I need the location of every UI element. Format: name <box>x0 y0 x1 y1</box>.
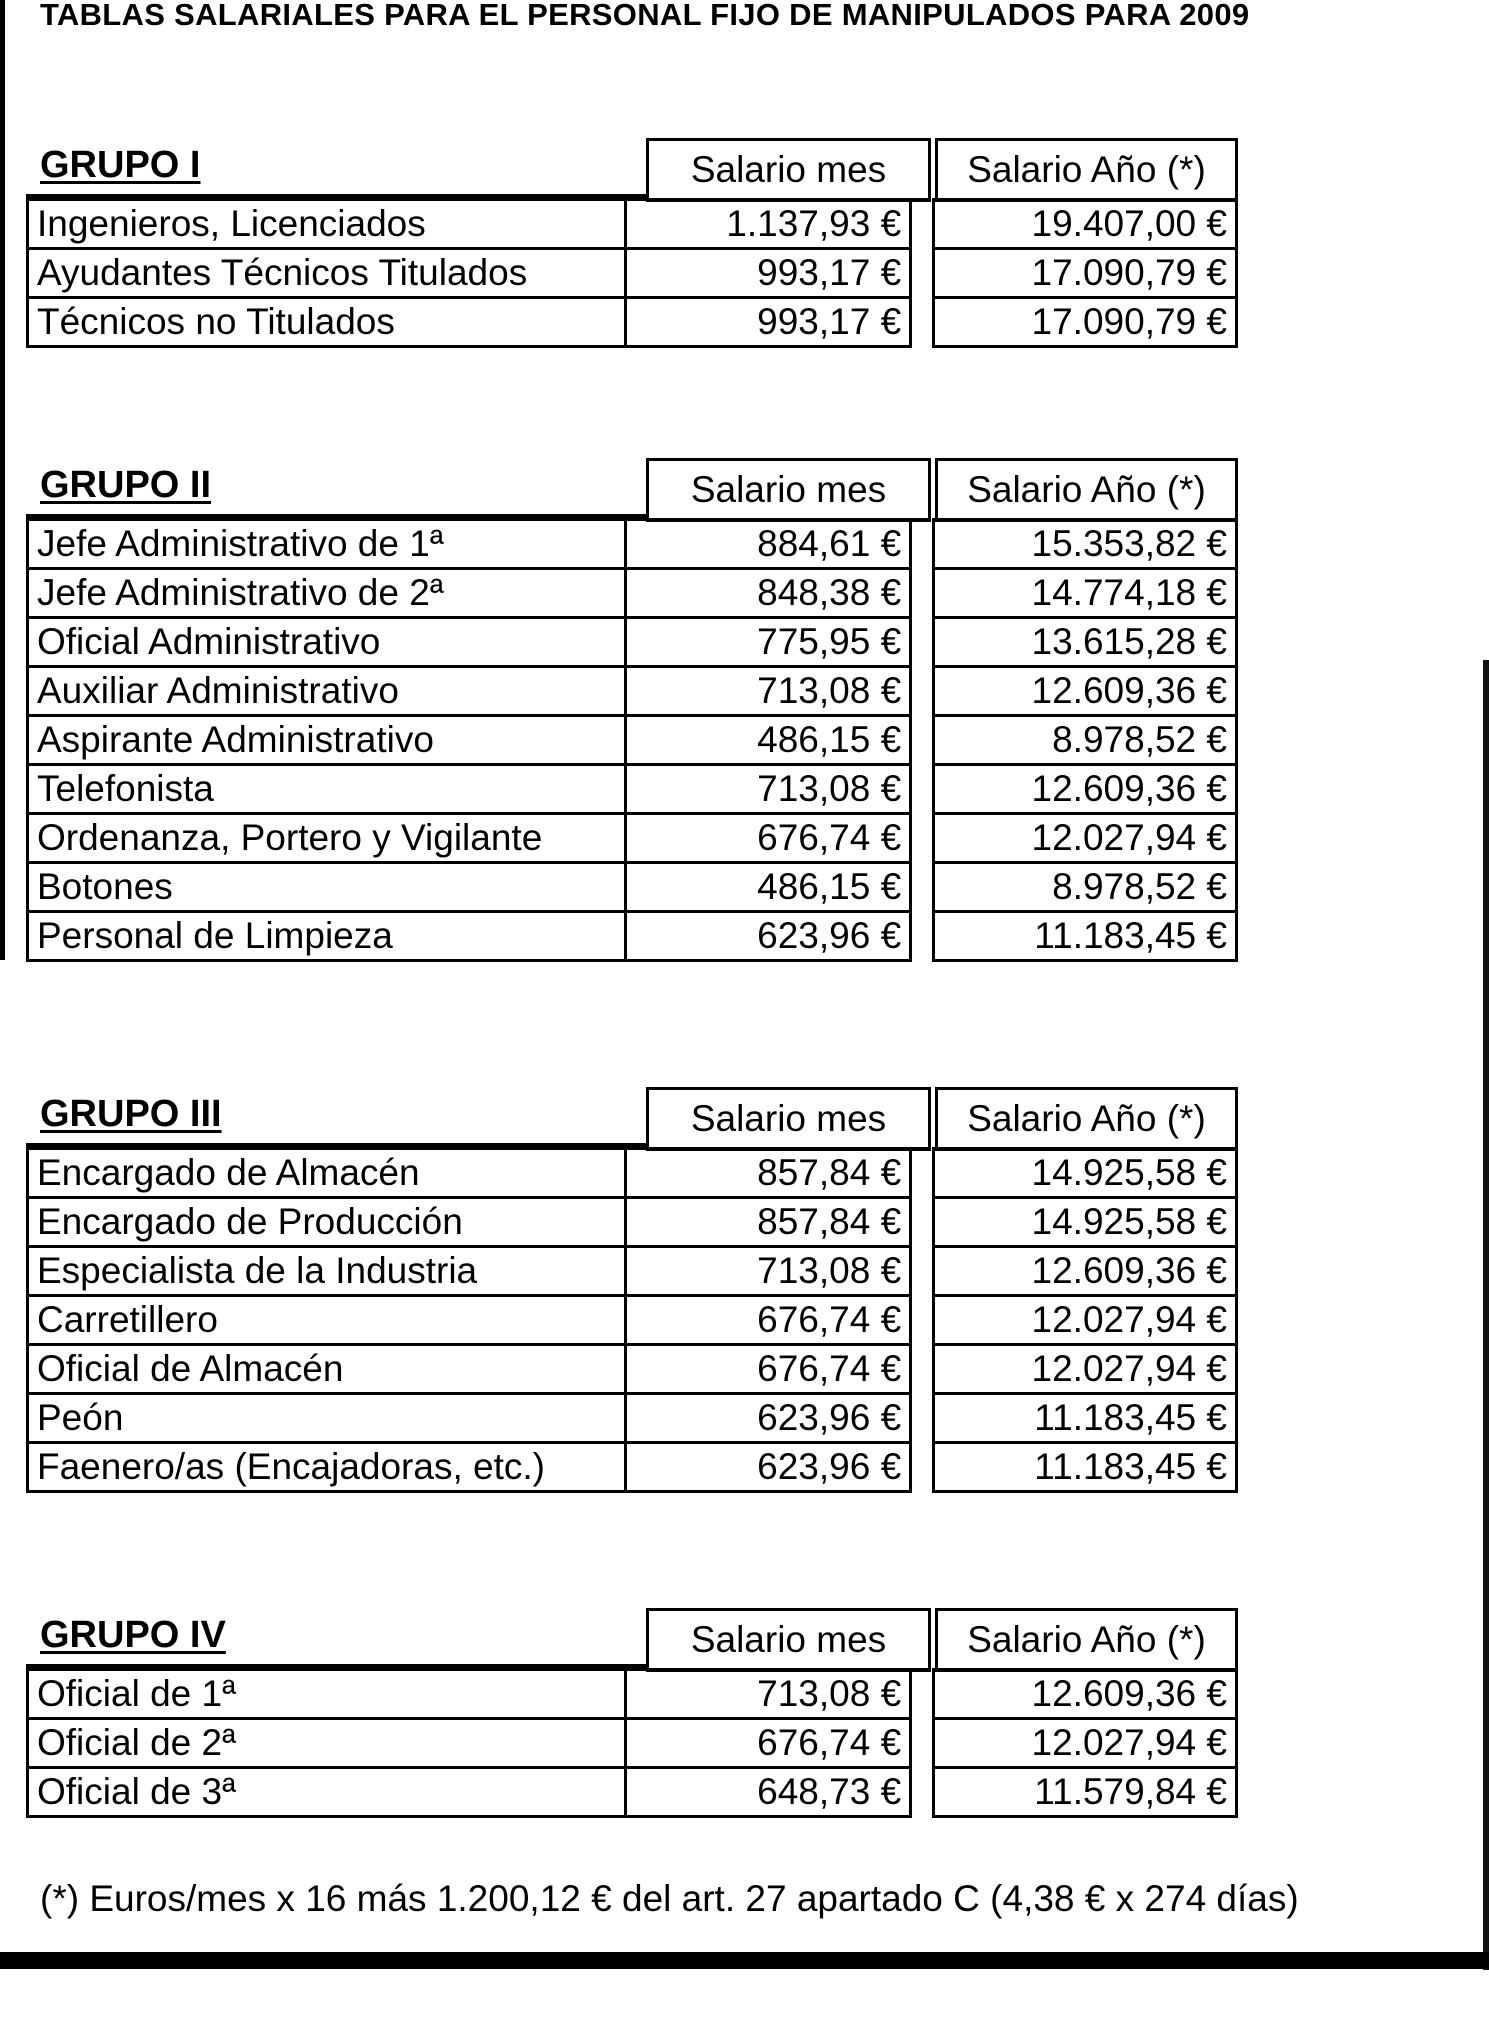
category-cell: Técnicos no Titulados <box>28 298 626 347</box>
monthly-salary-cell: 713,08 € <box>626 765 911 814</box>
annual-salary-cell: 8.978,52 € <box>934 863 1237 912</box>
monthly-salary-cell: 857,84 € <box>626 1149 911 1198</box>
column-gap <box>911 1670 934 1719</box>
column-gap <box>911 298 934 347</box>
table-row <box>28 814 1237 863</box>
monthly-salary-cell: 648,73 € <box>626 1768 911 1817</box>
column-gap <box>911 1296 934 1345</box>
monthly-salary-cell: 623,96 € <box>626 1394 911 1443</box>
annual-salary-cell: 17.090,79 € <box>934 249 1237 298</box>
category-cell: Ingenieros, Licenciados <box>28 200 626 249</box>
column-gap <box>911 1345 934 1394</box>
monthly-salary-cell: 713,08 € <box>626 667 911 716</box>
annual-salary-cell: 19.407,00 € <box>934 200 1237 249</box>
column-gap <box>911 1768 934 1817</box>
table-row <box>28 520 1237 569</box>
table-row <box>28 1149 1237 1198</box>
monthly-salary-cell: 1.137,93 € <box>626 200 911 249</box>
column-gap <box>911 1394 934 1443</box>
column-gap <box>911 200 934 249</box>
column-header-salario-ano: Salario Año (*) <box>935 1087 1238 1147</box>
group-title: GRUPO II <box>40 464 212 506</box>
table-row <box>28 716 1237 765</box>
monthly-salary-cell: 857,84 € <box>626 1198 911 1247</box>
column-gap <box>911 520 934 569</box>
salary-group <box>26 1087 1238 1493</box>
category-cell: Oficial Administrativo <box>28 618 626 667</box>
column-header-salario-ano: Salario Año (*) <box>935 138 1238 198</box>
monthly-salary-cell: 884,61 € <box>626 520 911 569</box>
salary-table <box>26 198 1238 348</box>
monthly-salary-cell: 623,96 € <box>626 1443 911 1492</box>
category-cell: Ordenanza, Portero y Vigilante <box>28 814 626 863</box>
salary-group <box>26 458 1238 962</box>
category-cell: Oficial de 2ª <box>28 1719 626 1768</box>
column-gap <box>911 249 934 298</box>
annual-salary-cell: 12.609,36 € <box>934 1247 1237 1296</box>
category-cell: Jefe Administrativo de 2ª <box>28 569 626 618</box>
category-cell: Ayudantes Técnicos Titulados <box>28 249 626 298</box>
footnote: (*) Euros/mes x 16 más 1.200,12 € del art. 27 apartado C (4,38 € x 274 días) <box>40 1878 1299 1919</box>
header-rule <box>26 1664 646 1668</box>
category-cell: Faenero/as (Encajadoras, etc.) <box>28 1443 626 1492</box>
table-row <box>28 298 1237 347</box>
document-title: TABLAS SALARIALES PARA EL PERSONAL FIJO DE MANIPULADOS PARA 2009 <box>40 0 1250 32</box>
column-gap <box>911 814 934 863</box>
annual-salary-cell: 14.925,58 € <box>934 1149 1237 1198</box>
column-header-salario-ano: Salario Año (*) <box>935 1608 1238 1668</box>
scan-edge-bottom <box>0 1952 1489 1969</box>
monthly-salary-cell: 676,74 € <box>626 1719 911 1768</box>
salary-group <box>26 1608 1238 1818</box>
table-row <box>28 1719 1237 1768</box>
table-row <box>28 1394 1237 1443</box>
group-header <box>26 1608 1238 1668</box>
annual-salary-cell: 12.027,94 € <box>934 1345 1237 1394</box>
salary-table <box>26 518 1238 962</box>
column-gap <box>911 765 934 814</box>
header-rule <box>26 194 646 198</box>
table-row <box>28 912 1237 961</box>
column-gap <box>911 716 934 765</box>
salary-table <box>26 1147 1238 1493</box>
category-cell: Oficial de 1ª <box>28 1670 626 1719</box>
column-gap <box>911 618 934 667</box>
annual-salary-cell: 11.183,45 € <box>934 912 1237 961</box>
annual-salary-cell: 14.925,58 € <box>934 1198 1237 1247</box>
annual-salary-cell: 12.027,94 € <box>934 1719 1237 1768</box>
category-cell: Carretillero <box>28 1296 626 1345</box>
column-gap <box>911 1247 934 1296</box>
monthly-salary-cell: 676,74 € <box>626 1345 911 1394</box>
table-row <box>28 1670 1237 1719</box>
column-gap <box>911 569 934 618</box>
column-gap <box>911 863 934 912</box>
column-header-salario-mes: Salario mes <box>646 1087 931 1147</box>
category-cell: Encargado de Almacén <box>28 1149 626 1198</box>
salary-group <box>26 138 1238 348</box>
table-row <box>28 1296 1237 1345</box>
annual-salary-cell: 13.615,28 € <box>934 618 1237 667</box>
table-row <box>28 1443 1237 1492</box>
category-cell: Oficial de 3ª <box>28 1768 626 1817</box>
table-row <box>28 249 1237 298</box>
category-cell: Aspirante Administrativo <box>28 716 626 765</box>
category-cell: Botones <box>28 863 626 912</box>
group-header <box>26 138 1238 198</box>
group-header <box>26 458 1238 518</box>
column-header-salario-mes: Salario mes <box>646 1608 931 1668</box>
annual-salary-cell: 17.090,79 € <box>934 298 1237 347</box>
annual-salary-cell: 12.609,36 € <box>934 1670 1237 1719</box>
category-cell: Personal de Limpieza <box>28 912 626 961</box>
table-row <box>28 863 1237 912</box>
column-gap <box>911 1443 934 1492</box>
column-gap <box>911 1149 934 1198</box>
monthly-salary-cell: 848,38 € <box>626 569 911 618</box>
monthly-salary-cell: 993,17 € <box>626 298 911 347</box>
monthly-salary-cell: 623,96 € <box>626 912 911 961</box>
category-cell: Peón <box>28 1394 626 1443</box>
group-title: GRUPO IV <box>40 1614 226 1656</box>
table-row <box>28 765 1237 814</box>
annual-salary-cell: 12.609,36 € <box>934 667 1237 716</box>
column-gap <box>911 912 934 961</box>
monthly-salary-cell: 775,95 € <box>626 618 911 667</box>
annual-salary-cell: 12.027,94 € <box>934 814 1237 863</box>
table-row <box>28 569 1237 618</box>
salary-table <box>26 1668 1238 1818</box>
category-cell: Jefe Administrativo de 1ª <box>28 520 626 569</box>
monthly-salary-cell: 993,17 € <box>626 249 911 298</box>
column-gap <box>911 1198 934 1247</box>
header-rule <box>26 1143 646 1147</box>
table-row <box>28 667 1237 716</box>
monthly-salary-cell: 713,08 € <box>626 1247 911 1296</box>
monthly-salary-cell: 676,74 € <box>626 814 911 863</box>
column-header-salario-mes: Salario mes <box>646 138 931 198</box>
column-header-salario-ano: Salario Año (*) <box>935 458 1238 518</box>
column-gap <box>911 667 934 716</box>
annual-salary-cell: 11.579,84 € <box>934 1768 1237 1817</box>
annual-salary-cell: 11.183,45 € <box>934 1443 1237 1492</box>
annual-salary-cell: 8.978,52 € <box>934 716 1237 765</box>
annual-salary-cell: 15.353,82 € <box>934 520 1237 569</box>
category-cell: Auxiliar Administrativo <box>28 667 626 716</box>
annual-salary-cell: 12.027,94 € <box>934 1296 1237 1345</box>
column-header-salario-mes: Salario mes <box>646 458 931 518</box>
category-cell: Especialista de la Industria <box>28 1247 626 1296</box>
annual-salary-cell: 14.774,18 € <box>934 569 1237 618</box>
annual-salary-cell: 11.183,45 € <box>934 1394 1237 1443</box>
scan-edge-right <box>1483 660 1489 1970</box>
category-cell: Telefonista <box>28 765 626 814</box>
monthly-salary-cell: 486,15 € <box>626 716 911 765</box>
table-row <box>28 200 1237 249</box>
table-row <box>28 1247 1237 1296</box>
category-cell: Oficial de Almacén <box>28 1345 626 1394</box>
group-title: GRUPO III <box>40 1093 222 1135</box>
group-title: GRUPO I <box>40 144 201 186</box>
annual-salary-cell: 12.609,36 € <box>934 765 1237 814</box>
group-header <box>26 1087 1238 1147</box>
scan-edge-left <box>0 0 5 960</box>
monthly-salary-cell: 676,74 € <box>626 1296 911 1345</box>
monthly-salary-cell: 486,15 € <box>626 863 911 912</box>
header-rule <box>26 514 646 518</box>
monthly-salary-cell: 713,08 € <box>626 1670 911 1719</box>
column-gap <box>911 1719 934 1768</box>
category-cell: Encargado de Producción <box>28 1198 626 1247</box>
table-row <box>28 1768 1237 1817</box>
table-row <box>28 1345 1237 1394</box>
table-row <box>28 618 1237 667</box>
table-row <box>28 1198 1237 1247</box>
